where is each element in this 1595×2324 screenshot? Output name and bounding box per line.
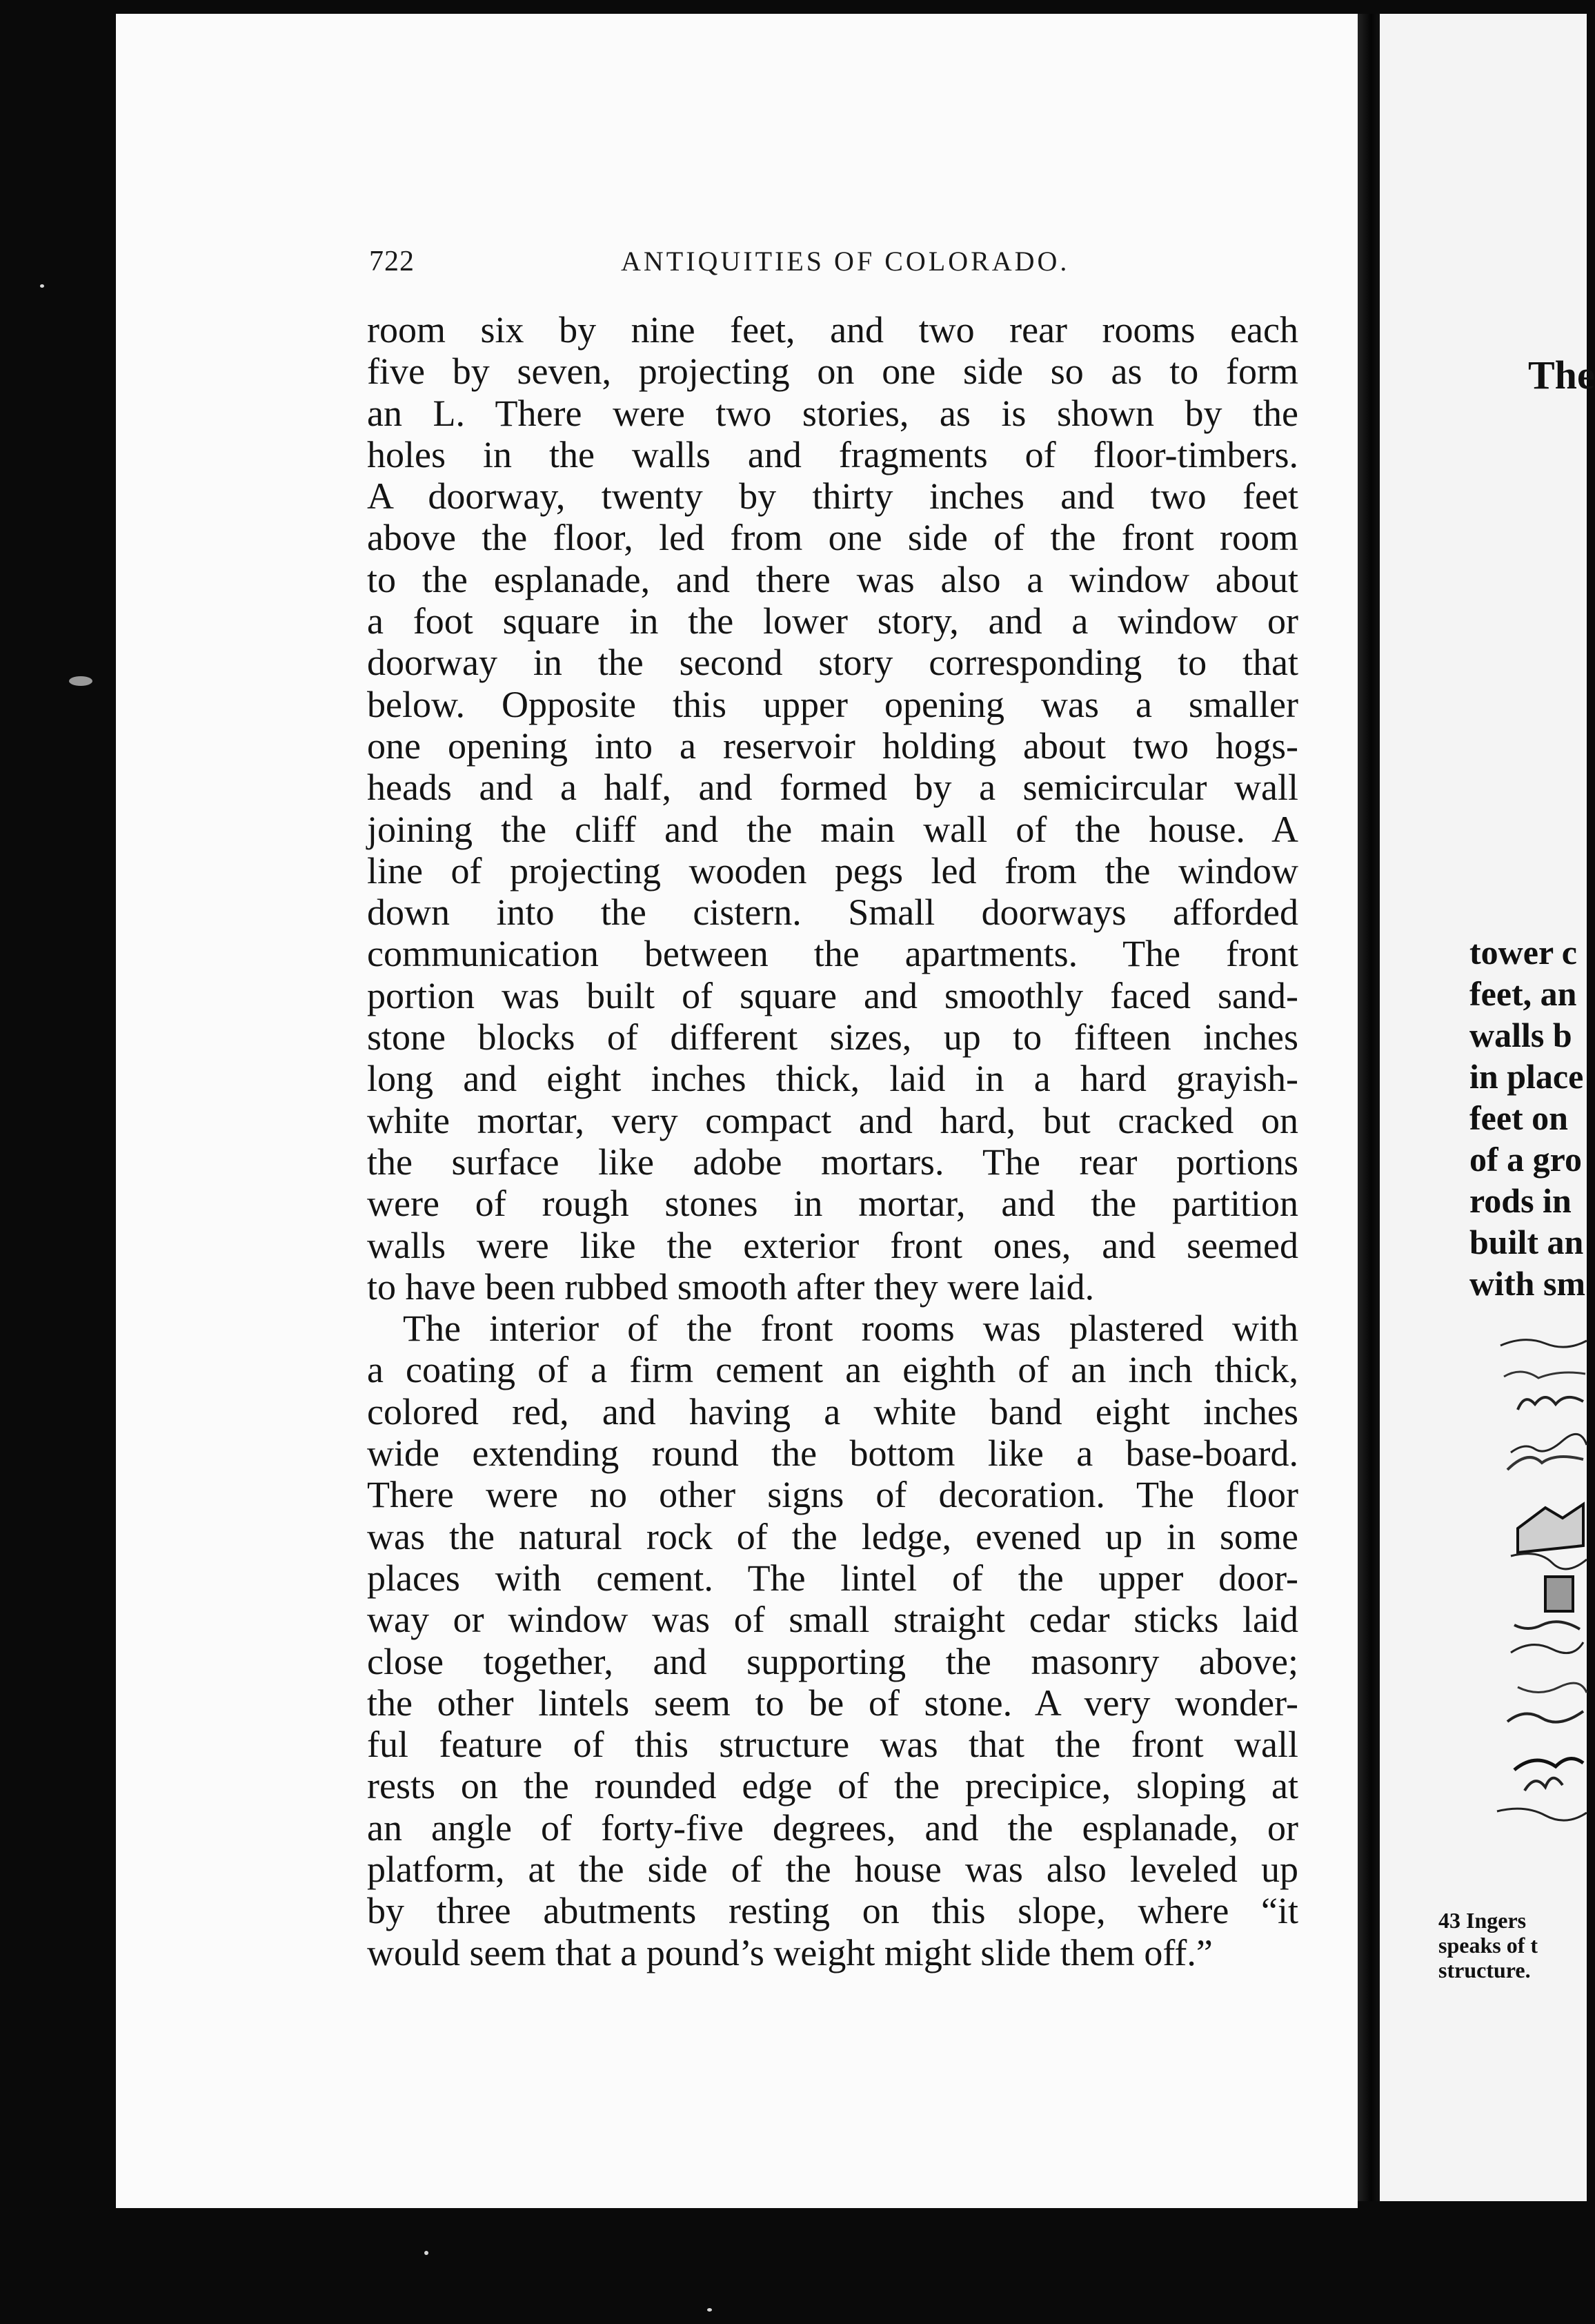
text-line: doorway in the second story corresponding to that xyxy=(367,642,1298,684)
text-line: joining the cliff and the main wall of the house. A xyxy=(367,808,1298,850)
right-page-line: built an xyxy=(1469,1223,1584,1261)
text-line: a foot square in the lower story, and a window or xyxy=(367,600,1298,642)
right-page xyxy=(1380,14,1595,2201)
right-page-engraving xyxy=(1497,1328,1587,1853)
text-line: below. Opposite this upper opening was a smaller xyxy=(367,683,1298,725)
footnote-line: speaks of t xyxy=(1438,1933,1538,1958)
text-line: a coating of a firm cement an eighth of an inch thick, xyxy=(367,1349,1298,1391)
text-line: walls were like the exterior front ones, and seemed xyxy=(367,1224,1298,1266)
text-line: to the esplanade, and there was also a window about xyxy=(367,558,1298,600)
text-line: was the natural rock of the ledge, evened up in some xyxy=(367,1515,1298,1557)
text-line: close together, and supporting the masonry above; xyxy=(367,1640,1298,1682)
text-line: long and eight inches thick, laid in a hard grayish- xyxy=(367,1058,1298,1100)
footnote-line: 43 Ingers xyxy=(1438,1908,1527,1933)
text-line: There were no other signs of decoration. The floor xyxy=(367,1474,1298,1516)
right-page-text xyxy=(1469,932,1585,1304)
text-line: places with cement. The lintel of the upper door- xyxy=(367,1557,1298,1599)
text-line: would seem that a pound’s weight might slide them off.” xyxy=(367,1931,1213,1973)
text-line: above the floor, led from one side of the front room xyxy=(367,517,1298,559)
text-line: were of rough stones in mortar, and the partition xyxy=(367,1183,1298,1225)
dust-speck xyxy=(424,2251,428,2255)
text-line: The interior of the front rooms was plastered with xyxy=(403,1308,1298,1350)
right-page-line: of a gro xyxy=(1469,1140,1582,1179)
right-page-heading: The xyxy=(1528,353,1595,397)
text-line: ful feature of this structure was that the front wall xyxy=(367,1724,1298,1766)
body-text xyxy=(367,309,1298,1973)
text-line: rests on the rounded edge of the precipice, sloping at xyxy=(367,1765,1298,1807)
text-line: way or window was of small straight cedar sticks laid xyxy=(367,1599,1298,1641)
right-page-line: feet on xyxy=(1469,1099,1568,1137)
running-title: ANTIQUITIES OF COLORADO. xyxy=(621,246,1070,277)
footnote-line: structure. xyxy=(1438,1958,1531,1982)
dust-speck xyxy=(69,676,92,686)
dust-speck xyxy=(707,2308,712,2312)
text-line: the surface like adobe mortars. The rear portions xyxy=(367,1141,1298,1183)
page-number: 722 xyxy=(369,246,415,277)
right-page-footnote xyxy=(1438,1908,1538,1982)
text-line: colored red, and having a white band eight inches xyxy=(367,1390,1298,1432)
text-line: line of projecting wooden pegs led from the window xyxy=(367,849,1298,892)
text-line: an angle of forty-five degrees, and the esplanade, or xyxy=(367,1806,1298,1849)
text-line: by three abutments resting on this slope, where “it xyxy=(367,1890,1298,1932)
right-page-line: with sm xyxy=(1469,1264,1586,1303)
text-line: down into the cistern. Small doorways afforded xyxy=(367,892,1298,934)
text-line: communication between the apartments. The front xyxy=(367,933,1298,975)
text-line: five by seven, projecting on one side so as to form xyxy=(367,351,1298,393)
text-line: an L. There were two stories, as is shown by the xyxy=(367,392,1298,434)
text-line: stone blocks of different sizes, up to fifteen inches xyxy=(367,1016,1298,1058)
text-line: the other lintels seem to be of stone. A very wonder- xyxy=(367,1682,1298,1724)
right-page-line: tower c xyxy=(1469,933,1577,972)
text-line: wide extending round the bottom like a base-board. xyxy=(367,1432,1298,1475)
dust-speck xyxy=(40,284,44,288)
text-line: heads and a half, and formed by a semicircular wall xyxy=(367,767,1298,809)
text-line: portion was built of square and smoothly faced sand- xyxy=(367,974,1298,1016)
text-line: one opening into a reservoir holding about two hogs- xyxy=(367,725,1298,767)
text-line: room six by nine feet, and two rear rooms each xyxy=(367,309,1298,351)
text-line: A doorway, twenty by thirty inches and two feet xyxy=(367,475,1298,518)
right-page-line: in place xyxy=(1469,1057,1584,1096)
text-line: white mortar, very compact and hard, but cracked on xyxy=(367,1099,1298,1141)
right-page-line: feet, an xyxy=(1469,974,1577,1013)
book-gutter xyxy=(1358,14,1380,2201)
right-page-line: walls b xyxy=(1469,1016,1572,1054)
text-line: platform, at the side of the house was also leveled up xyxy=(367,1848,1298,1890)
right-page-line: rods in xyxy=(1469,1181,1572,1220)
text-line: to have been rubbed smooth after they were laid. xyxy=(367,1266,1095,1308)
running-head xyxy=(369,245,1318,286)
text-line: holes in the walls and fragments of floor-timbers. xyxy=(367,433,1298,475)
